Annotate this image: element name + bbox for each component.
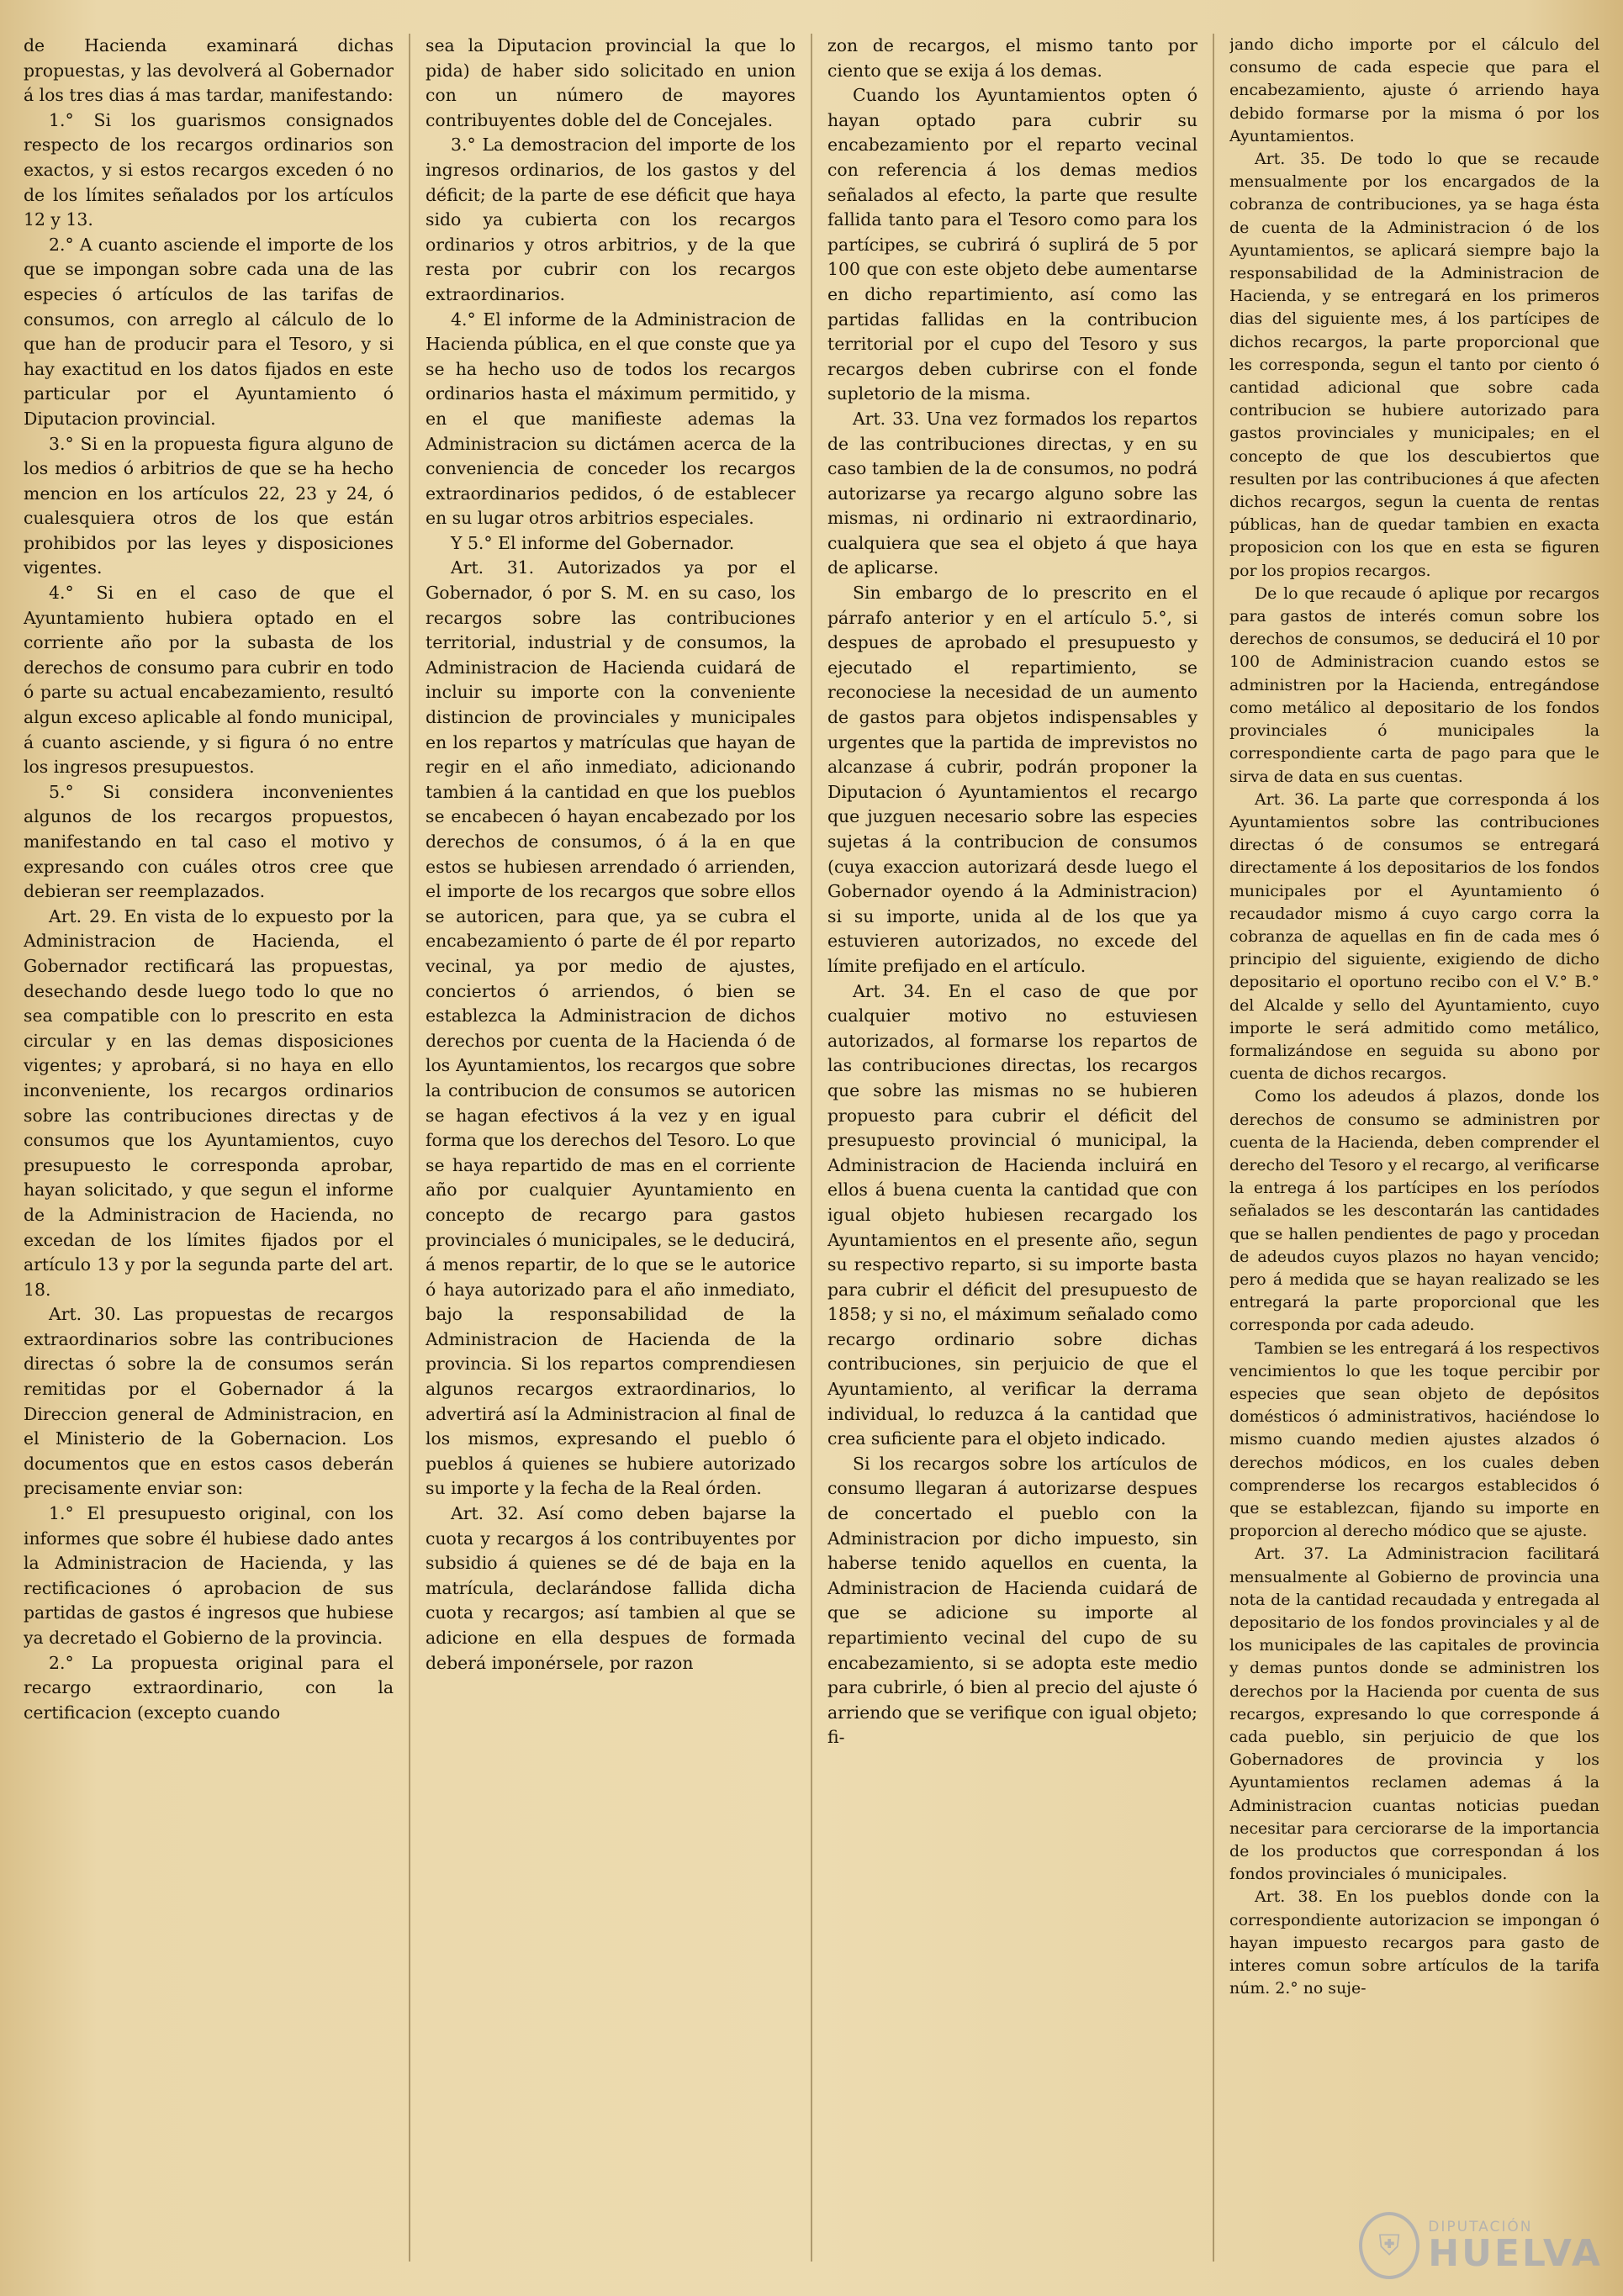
seal-icon: ⛨ <box>1359 2212 1419 2279</box>
paragraph: Art. 31. Autorizados ya por el Gobernador, ó por S. M. en su caso, los recargos sobre las contribuciones territorial, industrial y de consumos, la Administracion de Hacienda cuidará de incluir su importe con la conveniente distincion de provinciales y municipales en los repartos y matrículas que hayan de regir en el año inmediato, adicionando tambien á la cantidad en que los pueblos se encabecen ó hayan encabezado por los derechos de consumos, ó á la en que estos se hubiesen arrendado ó arrienden, el importe de los recargos que sobre ellos se autoricen, para que, ya se cubra el encabezamiento ó parte de él por reparto vecinal, ya por medio de ajustes, conciertos ó arriendos, ó bien se establezca la Administracion de dichos derechos por cuenta de la Hacienda ó de los Ayuntamientos, los recargos que sobre la contribucion de consumos se autoricen se hagan efectivos á la vez y en igual forma que los derechos del Tesoro. Lo que se haya repartido de mas en el corriente año por cualquier Ayuntamiento en concepto de recargo para gastos provinciales ó municipales, se le deducirá, á menos repartir, de lo que se le autorice ó haya autorizado para el año inmediato, bajo la responsabilidad de la Administracion de Hacienda de la provincia. Si los repartos comprendiesen algunos recargos extraordinarios, lo advertirá así la Administracion al final de los mismos, expresando el pueblo ó pueblos á quienes se hubiere autorizado su importe y la fecha de la Real órden. <box>426 557 796 1499</box>
paragraph: Art. 30. Las propuestas de recargos extraordinarios sobre las contribuciones directas ó sobre la de consumos serán remitidas por el Gobernador á la Direccion general de Administracion, en el Ministerio de la Gobernacion. Los documentos que en estos casos deberán precisamente enviar son: <box>24 1304 394 1499</box>
paragraph: zon de recargos, el mismo tanto por ciento que se exija á los demas. <box>827 35 1197 81</box>
paragraph: Art. 37. La Administracion facilitará mensualmente al Gobierno de provincia una nota de la cantidad recaudada y entregada al depositario de los fondos provinciales y al de los municipales de las capitales de provincia y demas puntos donde se administren los derechos por la Hacienda por cuenta de sus recargos, expresando lo que corresponde á cada pueblo, sin perjuicio de que los Gobernadores de provincia y los Ayuntamientos reclamen ademas á la Administracion cuantas noticias puedan necesitar para cerciorarse de la importancia de los productos que correspondan á los fondos provinciales ó municipales. <box>1229 1544 1599 1884</box>
paragraph: 5.° Si considera inconvenientes algunos de los recargos propuestos, manifestando en tal caso el motivo y expresando con cuáles otros cree que debieran ser reemplazados. <box>24 781 394 902</box>
paragraph: Y 5.° El informe del Gobernador. <box>451 532 735 553</box>
column-1 <box>24 34 394 2278</box>
stamp-name: HUELVA <box>1428 2232 1603 2275</box>
paragraph: jando dicho importe por el cálculo del consumo de cada especie que para el encabezamiento, ajuste ó arriendo haya debido formarse por la misma ó por los Ayuntamientos. <box>1229 35 1599 145</box>
paragraph: 3.° Si en la propuesta figura alguno de los medios ó arbitrios de que se ha hecho mencion en los artículos 22, 23 y 24, ó cualesquiera otros de los que están prohibidos por las leyes y disposiciones vigentes. <box>24 433 394 578</box>
paragraph: 1.° El presupuesto original, con los informes que sobre él hubiese dado antes la Administracion de Hacienda, y las rectificaciones ó aprobacion de sus partidas de gastos é ingresos que hubiese ya decretado el Gobierno de la provincia. <box>24 1503 394 1648</box>
paragraph: Art. 35. De todo lo que se recaude mensualmente por los encargados de la cobranza de contribuciones, ya se haga ésta de cuenta de la Administracion ó de los Ayuntamientos, se aplicará siempre bajo la responsabilidad de la Administracion de Hacienda, y se entregará en los primeros dias del siguiente mes, á los partícipes de dichos recargos, la parte proporcional que les corresponda, segun el tanto por ciento ó cantidad adicional que sobre cada contribucion se hubiere autorizado para gastos provinciales y municipales; en el concepto de que los descubiertos que resulten por las contribuciones á que afecten dichos recargos, segun la cuenta de rentas públicas, han de quedar tambien en exacta proposicion con los que en esta se figuren por los propios recargos. <box>1229 150 1599 580</box>
paragraph: Art. 29. En vista de lo expuesto por la Administracion de Hacienda, el Gobernador rectificará las propuestas, desechando desde luego todo lo que no sea compatible con lo prescrito en esta circular y en las demas disposiciones vigentes; y aprobará, si no haya en ello inconveniente, los recargos ordinarios sobre las contribuciones directas y de consumos que los Ayuntamientos, cuyo presupuesto le corresponda aprobar, hayan solicitado, y que segun el informe de la Administracion de Hacienda, no excedan de los límites fijados por el artículo 13 y por la segunda parte del art. 18. <box>24 905 394 1300</box>
paragraph: Art. 33. Una vez formados los repartos de las contribuciones directas, y en su caso tambien de la de consumos, no podrá autorizarse ya recargo alguno sobre las mismas, ni ordinario ni extraordinario, cualquiera que sea el objeto á que haya de aplicarse. <box>827 408 1197 578</box>
paragraph: de Hacienda examinará dichas propuestas, y las devolverá al Gobernador á los tres dias á mas tardar, manifestando: <box>24 35 394 106</box>
paragraph: sea la Diputacion provincial la que lo pida) de haber sido solicitado en union con un número de mayores contribuyentes doble del de Concejales. <box>426 35 796 130</box>
paragraph: Como los adeudos á plazos, donde los derechos de consumo se administren por cuenta de la Hacienda, deben comprender el derecho del Tesoro y el recargo, al verificarse la entrega á los partícipes en los períodos señalados se les descontarán las cantidades que se hallen pendientes de pago y procedan de adeudos cuyos plazos no hayan vencido; pero á medida que se hayan realizado se les entregará la parte proporcional que les corresponda por cada adeudo. <box>1229 1087 1599 1335</box>
paragraph: 2.° La propuesta original para el recargo extraordinario, con la certificacion (excepto cuando <box>24 1652 394 1723</box>
column-3 <box>827 34 1197 2278</box>
paragraph: Art. 32. Así como deben bajarse la cuota y recargos á los contribuyentes por subsidio á quienes se dé de baja en la matrícula, declarándose fallida dicha cuota y recargos; así tambien al que se adicione en ella despues de formada deberá imponérsele, por razon <box>426 1503 796 1673</box>
stamp-label: DIPUTACIÓN <box>1428 2219 1533 2235</box>
paragraph: De lo que recaude ó aplique por recargos para gastos de interés comun sobre los derechos de consumos, se deducirá el 10 por 100 de Administracion cuando estos se administren por la Hacienda, entregándose como metálico al depositario de los fondos provinciales ó municipales la correspondiente carta de pago para que le sirva de data en sus cuentas. <box>1229 583 1599 786</box>
paragraph: 2.° A cuanto asciende el importe de los que se impongan sobre cada una de las especies ó artículos de las tarifas de consumos, con arreglo al cálculo de lo que han de producir para el Tesoro, y si hay exactitud en los datos fijados en este particular por el Ayuntamiento ó Diputacion provincial. <box>24 234 394 429</box>
paragraph: Si los recargos sobre los artículos de consumo llegaran á autorizarse despues de concertado el pueblo con la Administracion por dicho impuesto, sin haberse tenido aquellos en cuenta, la Administracion de Hacienda cuidará de que se adicione su importe al repartimiento vecinal del cupo de su encabezamiento, si se adopta este medio para cubrirle, ó bien al precio del ajuste ó arriendo que se verifique con igual objeto; fi- <box>827 1453 1197 1748</box>
column-4 <box>1229 34 1599 2278</box>
paragraph: Art. 34. En el caso de que por cualquier motivo no estuviesen autorizados, al formarse los repartos de las contribuciones directas, los recargos que sobre las mismas no se hubieren propuesto para cubrir el déficit del presupuesto provincial ó municipal, la Administracion de Hacienda incluirá en ellos á buena cuenta la cantidad que con igual objeto hubiesen recargado los Ayuntamientos en el presente año, segun su respectivo reparto, si su importe basta para cubrir el déficit del presupuesto de 1858; y si no, el máximum señalado como recargo ordinario sobre dichas contribuciones, sin perjuicio de que el Ayuntamiento, al verificar la derrama individual, lo reduzca á la cantidad que crea suficiente para el objeto indicado. <box>827 980 1197 1449</box>
paragraph: Sin embargo de lo prescrito en el párrafo anterior y en el artículo 5.°, si despues de aprobado el presupuesto y ejecutado el repartimiento, se reconociese la necesidad de un aumento de gastos para objetos indispensables y urgentes que la partida de imprevistos no alcanzase á cubrir, podrán proponer la Diputacion ó Ayuntamientos el recargo que juzguen necesario sobre las especies sujetas á la contribucion de consumos (cuya exaccion autorizará desde luego el Gobernador oyendo á la Administracion) si su importe, unida al de los que ya estuvieren autorizados, no excede del límite prefijado en el artículo. <box>827 583 1197 976</box>
stamp-text <box>1428 2219 1603 2275</box>
paragraph: Cuando los Ayuntamientos opten ó hayan optado para cubrir su encabezamiento por el reparto vecinal con referencia á los demas medios señalados al efecto, la parte que resulte fallida tanto para el Tesoro como para los partícipes, se cubrirá ó suplirá de 5 por 100 que con este objeto debe aumentarse en dicho repartimiento, así como las partidas fallidas en la contribucion territorial por el cupo del Tesoro y sus recargos deben cubrirse con el fonde supletorio de la misma. <box>827 85 1197 404</box>
paragraph: 4.° El informe de la Administracion de Hacienda pública, en el que conste que ya se ha hecho uso de todos los recargos ordinarios hasta el máximum permitido, y en el que manifieste ademas la Administracion su dictámen acerca de la conveniencia de conceder los recargos extraordinarios pedidos, ó de establecer en su lugar otros arbitrios especiales. <box>426 309 796 529</box>
paragraph: 1.° Si los guarismos consignados respecto de los recargos ordinarios son exactos, y si estos recargos exceden ó no de los límites señalados por los artículos 12 y 13. <box>24 109 394 230</box>
column-2 <box>426 34 796 2278</box>
paragraph: 3.° La demostracion del importe de los ingresos ordinarios, de los gastos y del déficit; de la parte de ese déficit que haya sido ya cubierta con los recargos ordinarios y otros arbitrios, y de la que resta por cubrir con los recargos extraordinarios. <box>426 135 796 304</box>
paragraph: Tambien se les entregará á los respectivos vencimientos lo que les toque percibir por especies que sean objeto de depósitos domésticos ó administrativos, haciéndose lo mismo cuando medien ajustes alzados ó derechos módicos, en los cuales deben comprenderse los recargos establecidos ó que se establezcan, fijando su importe en proporcion al derecho módico que se ajuste. <box>1229 1338 1599 1541</box>
paragraph: Art. 36. La parte que corresponda á los Ayuntamientos sobre las contribuciones directas ó de consumos se entregará directamente á los depositarios de los fondos municipales por el Ayuntamiento ó recaudador mismo á cuyo cargo corra la cobranza de aquellas en fin de cada mes ó principio del siguiente, exigiendo de dicho depositario el oportuno recibo con el V.° B.° del Alcalde y sello del Ayuntamiento, cuyo importe le será admitido como metálico, formalizándose en seguida su abono por cuenta de dichos recargos. <box>1229 789 1599 1084</box>
paragraph: 4.° Si en el caso de que el Ayuntamiento hubiera optado en el corriente año por la subasta de los derechos de consumo para cubrir en todo ó parte su actual encabezamiento, resultó algun exceso aplicable al fondo municipal, á cuanto asciende, y si figura ó no entre los ingresos presupuestos. <box>24 583 394 778</box>
archive-stamp <box>1359 2207 1603 2284</box>
paragraph: Art. 38. En los pueblos donde con la correspondiente autorizacion se impongan ó hayan impuesto recargos para gasto de interes comun sobre artículos de la tarifa núm. 2.° no suje- <box>1229 1887 1599 1998</box>
text-columns <box>24 34 1600 2278</box>
